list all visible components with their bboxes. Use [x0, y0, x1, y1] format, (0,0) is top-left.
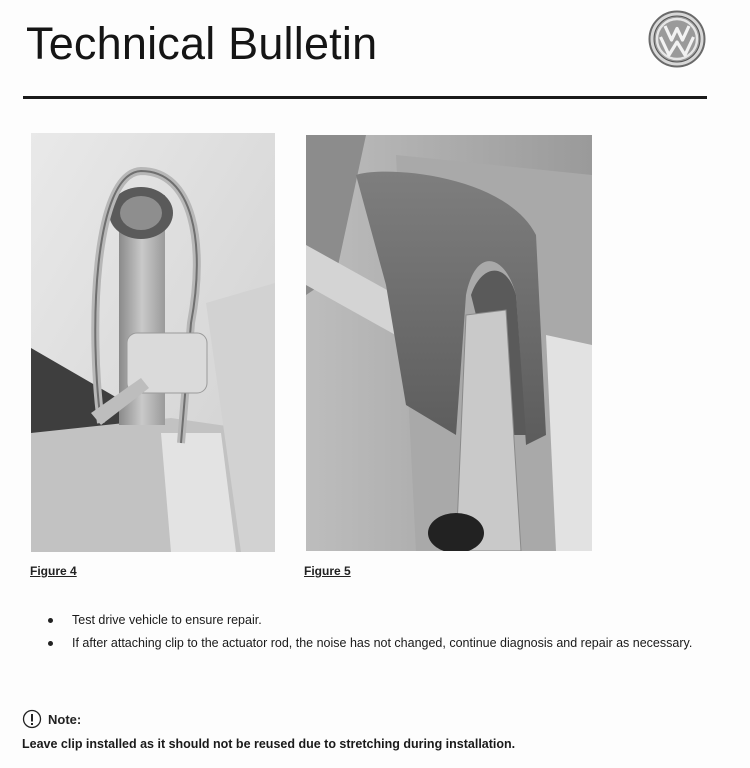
list-item — [42, 635, 702, 652]
figure-5-photo — [306, 135, 592, 551]
page-title: Technical Bulletin — [26, 18, 378, 69]
note-text: Leave clip installed as it should not be reused due to stretching during installation. — [22, 737, 516, 751]
list-item — [42, 612, 702, 629]
bullet-icon — [48, 641, 53, 646]
vw-logo-icon — [648, 10, 706, 68]
figure-4-caption: Figure 4 — [30, 564, 77, 578]
list-item-text: Test drive vehicle to ensure repair. — [72, 613, 262, 627]
note-label: Note: — [48, 712, 82, 727]
info-icon — [22, 709, 42, 729]
instruction-list — [42, 612, 702, 658]
header-divider — [23, 96, 707, 99]
bullet-icon — [48, 618, 53, 623]
figure-5-caption: Figure 5 — [304, 564, 351, 578]
figure-4-photo — [31, 133, 275, 552]
list-item-text: If after attaching clip to the actuator rod, the noise has not changed, continue diagnosis and repair as necessary. — [72, 636, 693, 650]
